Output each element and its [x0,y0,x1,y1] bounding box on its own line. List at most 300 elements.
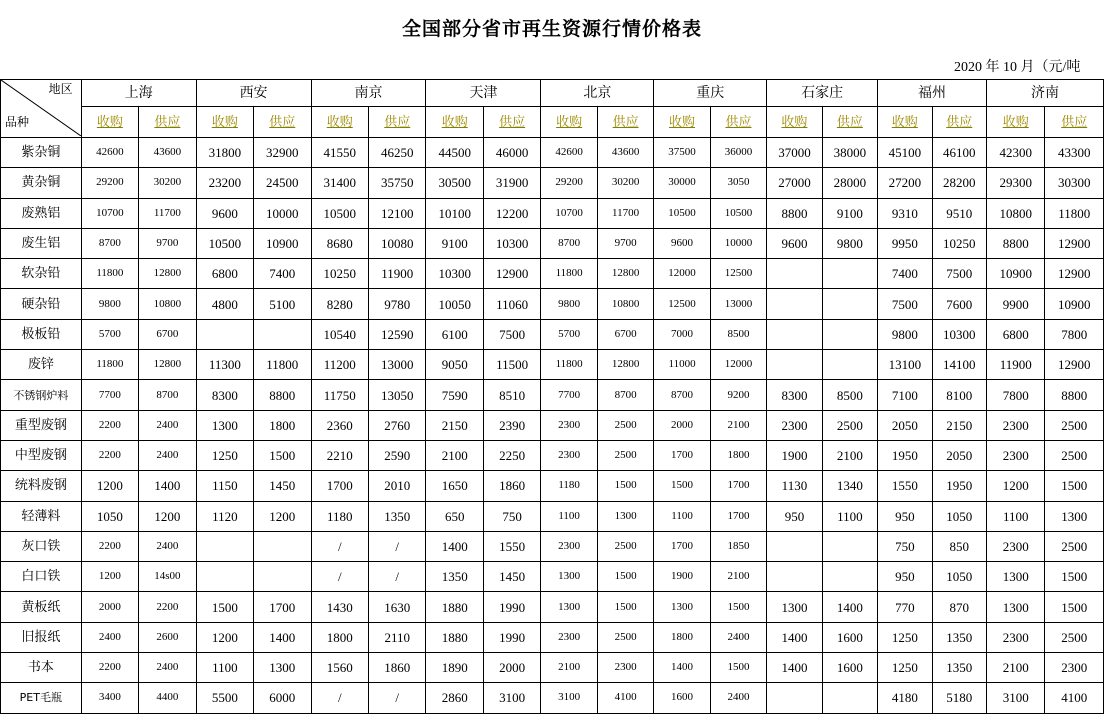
buy-price-cell: 2300 [541,622,597,652]
sell-price-cell: / [369,531,426,561]
sell-price-cell: 8500 [822,380,877,410]
sell-price-cell: 1050 [932,501,986,531]
buy-price-cell: 7590 [426,380,483,410]
sell-price-cell: 3100 [483,683,540,713]
buy-price-cell: 1900 [654,562,710,592]
sell-price-cell: 46250 [369,138,426,168]
sell-price-cell: 43600 [597,138,653,168]
buy-price-cell: 7700 [81,380,138,410]
buy-price-cell: 31400 [311,168,368,198]
buy-price-cell: 9050 [426,350,483,380]
city-header: 南京 [311,80,426,107]
buy-price-cell: 11000 [654,350,710,380]
buy-price-cell: 11800 [81,350,138,380]
buy-price-cell: 950 [878,562,932,592]
sell-price-cell: 1400 [139,471,196,501]
sell-price-cell: 1500 [597,562,653,592]
buy-price-cell: 5700 [81,319,138,349]
buy-price-cell: 9600 [196,198,253,228]
buy-price-cell: 2150 [426,410,483,440]
buy-price-header: 收购 [654,107,710,138]
page-title: 全国部分省市再生资源行情价格表 [401,18,702,40]
buy-price-cell: 11300 [196,350,253,380]
sell-price-cell: 31900 [483,168,540,198]
sell-price-cell: 2200 [139,592,196,622]
sell-price-header: 供应 [822,107,877,138]
buy-price-cell: 1550 [878,471,932,501]
buy-price-cell: 10700 [541,198,597,228]
buy-price-cell: 9800 [878,319,932,349]
buy-price-cell: 2300 [986,410,1044,440]
buy-price-header: 收购 [81,107,138,138]
buy-price-cell: 41550 [311,138,368,168]
buy-price-cell: 10500 [654,198,710,228]
category-name: PET毛瓶 [1,683,82,713]
sell-price-cell: 2400 [139,410,196,440]
buy-price-cell: 950 [878,501,932,531]
sell-price-cell [254,562,311,592]
sell-price-cell: 11500 [483,350,540,380]
sell-price-header: 供应 [597,107,653,138]
buy-price-cell: 1500 [196,592,253,622]
table-row [1,319,1104,349]
category-name: 紫杂铜 [1,138,82,168]
buy-price-cell: 1100 [196,653,253,683]
city-header: 重庆 [654,80,767,107]
sell-price-cell: 38000 [822,138,877,168]
sell-price-cell: 2300 [1045,653,1104,683]
buy-price-cell: 1130 [767,471,822,501]
table-row [1,228,1104,258]
sell-price-cell: 2100 [710,410,766,440]
buy-price-cell: 2300 [541,531,597,561]
sell-price-cell: 1200 [139,501,196,531]
category-name: 极板铅 [1,319,82,349]
sell-price-cell: 2300 [597,653,653,683]
category-name: 不锈钢炉料 [1,380,82,410]
buy-price-cell: / [311,683,368,713]
sell-price-cell: 10900 [1045,289,1104,319]
buy-price-cell: 1180 [541,471,597,501]
sell-price-cell: 13000 [369,350,426,380]
buy-price-cell: 1350 [426,562,483,592]
buy-price-cell: 11800 [81,259,138,289]
buy-price-cell: 1250 [196,440,253,470]
buy-price-cell: 1650 [426,471,483,501]
sell-price-cell: 4100 [597,683,653,713]
buy-price-cell: 2200 [81,653,138,683]
sell-price-cell: 10800 [597,289,653,319]
buy-price-cell [767,531,822,561]
buy-price-cell: 10050 [426,289,483,319]
sell-price-cell: 1630 [369,592,426,622]
city-header: 上海 [81,80,196,107]
sell-price-cell: 9510 [932,198,986,228]
sell-price-cell: 10500 [710,198,766,228]
sell-price-cell: 1050 [932,562,986,592]
sell-price-cell: 11060 [483,289,540,319]
sell-price-cell: 6700 [597,319,653,349]
sell-price-cell: 14s00 [139,562,196,592]
sell-price-cell: 1700 [710,471,766,501]
buy-price-cell: 1050 [81,501,138,531]
sell-price-cell: 1100 [822,501,877,531]
sell-price-cell: 30200 [139,168,196,198]
buy-price-cell: 1400 [426,531,483,561]
table-row [1,531,1104,561]
buy-price-cell: 1180 [311,501,368,531]
buy-price-cell: 1800 [311,622,368,652]
buy-price-cell: 11750 [311,380,368,410]
sell-price-cell: 1400 [822,592,877,622]
buy-price-cell: 45100 [878,138,932,168]
category-name: 灰口铁 [1,531,82,561]
buy-price-cell: 1120 [196,501,253,531]
sell-price-cell: 1500 [597,592,653,622]
sell-price-cell [822,531,877,561]
buy-price-cell: 6800 [986,319,1044,349]
sell-price-cell: 43300 [1045,138,1104,168]
sell-price-cell: 11800 [254,350,311,380]
sell-price-cell: 1800 [254,410,311,440]
sell-price-cell: 35750 [369,168,426,198]
buy-price-cell: 2000 [654,410,710,440]
buy-price-cell: 42300 [986,138,1044,168]
sell-price-cell: 7600 [932,289,986,319]
table-row [1,501,1104,531]
table-row [1,471,1104,501]
buy-price-cell: 3100 [986,683,1044,713]
buy-price-cell: 2200 [81,531,138,561]
buy-price-cell: 1500 [654,471,710,501]
sell-price-cell: 43600 [139,138,196,168]
sell-price-cell: 2250 [483,440,540,470]
buy-price-cell: 4800 [196,289,253,319]
sell-price-cell: 12800 [139,259,196,289]
sell-price-cell: 12800 [597,259,653,289]
sell-price-cell: 2400 [139,531,196,561]
buy-price-cell: 2300 [767,410,822,440]
sell-price-cell: 10300 [483,228,540,258]
city-header: 天津 [426,80,541,107]
sell-price-cell [822,289,877,319]
sell-price-cell: 10800 [139,289,196,319]
sell-price-cell: 1990 [483,622,540,652]
sell-price-header: 供应 [254,107,311,138]
buy-price-cell: 1600 [654,683,710,713]
buy-price-cell: 1400 [654,653,710,683]
buy-price-cell: 2400 [81,622,138,652]
buy-price-cell: 1150 [196,471,253,501]
buy-price-cell: 1700 [654,440,710,470]
sell-price-cell: 46000 [483,138,540,168]
buy-price-cell: 10800 [986,198,1044,228]
buy-price-cell: 2200 [81,410,138,440]
sell-price-cell [822,562,877,592]
sell-price-header: 供应 [932,107,986,138]
buy-price-cell: 10500 [311,198,368,228]
buy-price-cell: 650 [426,501,483,531]
buy-price-cell: 31800 [196,138,253,168]
buy-price-cell: / [311,562,368,592]
buy-price-cell: 10300 [426,259,483,289]
sell-price-cell: 4100 [1045,683,1104,713]
sell-price-cell: 6000 [254,683,311,713]
sell-price-cell: 8700 [139,380,196,410]
buy-price-cell: 1300 [986,592,1044,622]
buy-price-cell: 1400 [767,622,822,652]
buy-price-cell: 37000 [767,138,822,168]
sell-price-cell: 11700 [597,198,653,228]
buy-price-cell: 2210 [311,440,368,470]
sell-price-cell [822,319,877,349]
sell-price-cell: 32900 [254,138,311,168]
sell-price-cell: 1500 [1045,562,1104,592]
buy-price-cell: 10250 [311,259,368,289]
buy-price-cell: 10700 [81,198,138,228]
buy-price-cell: 1200 [81,562,138,592]
buy-price-cell [767,259,822,289]
sell-price-cell: 1400 [254,622,311,652]
buy-price-cell: 3100 [541,683,597,713]
buy-price-cell: 10540 [311,319,368,349]
table-row [1,350,1104,380]
sell-price-cell: 1990 [483,592,540,622]
buy-price-cell: 1950 [878,440,932,470]
sell-price-cell: 10900 [254,228,311,258]
buy-price-cell: 7700 [541,380,597,410]
sell-price-cell: 7500 [932,259,986,289]
sell-price-cell: 850 [932,531,986,561]
sell-price-cell: 7800 [1045,319,1104,349]
sell-price-cell: 2500 [822,410,877,440]
sell-price-cell: 1600 [822,622,877,652]
sell-price-cell: 8700 [597,380,653,410]
table-row [1,198,1104,228]
sell-price-cell: 11700 [139,198,196,228]
buy-price-cell: 1300 [541,562,597,592]
buy-price-cell: 8800 [986,228,1044,258]
sell-price-cell: 11900 [369,259,426,289]
sell-price-cell: 2500 [1045,410,1104,440]
sell-price-cell: 1300 [1045,501,1104,531]
sell-price-cell: 2400 [710,683,766,713]
buy-price-cell: 7800 [986,380,1044,410]
sell-price-cell: 13000 [710,289,766,319]
buy-price-cell: 9800 [541,289,597,319]
sell-price-cell: 2590 [369,440,426,470]
buy-price-cell: 9900 [986,289,1044,319]
buy-price-cell: 10900 [986,259,1044,289]
buy-price-cell: 950 [767,501,822,531]
sell-price-cell: 2500 [597,531,653,561]
buy-price-cell: 1700 [654,531,710,561]
sell-price-cell: 8800 [254,380,311,410]
sell-price-cell: 6700 [139,319,196,349]
sell-price-cell: 8500 [710,319,766,349]
sell-price-cell: 8100 [932,380,986,410]
buy-price-cell: 30500 [426,168,483,198]
sell-price-cell [254,319,311,349]
category-name: 轻薄料 [1,501,82,531]
sell-price-cell: 1850 [710,531,766,561]
sell-price-cell: 2760 [369,410,426,440]
buy-price-cell: 1890 [426,653,483,683]
sell-price-cell: 11800 [1045,198,1104,228]
buy-price-cell: 1400 [767,653,822,683]
buy-price-cell: 10500 [196,228,253,258]
buy-price-cell: 1250 [878,622,932,652]
sell-price-cell: 1500 [710,592,766,622]
buy-price-header: 收购 [541,107,597,138]
sell-price-cell [822,259,877,289]
buy-price-cell: 1100 [541,501,597,531]
sell-price-cell: 12900 [1045,259,1104,289]
buy-price-cell: 44500 [426,138,483,168]
buy-price-cell: 1200 [81,471,138,501]
price-table [0,79,1104,714]
buy-price-cell: 1700 [311,471,368,501]
buy-price-cell: 9950 [878,228,932,258]
sell-price-cell: 5180 [932,683,986,713]
buy-price-cell: 3400 [81,683,138,713]
buy-price-cell [767,683,822,713]
buy-price-cell: 1300 [986,562,1044,592]
sell-price-cell: 9700 [597,228,653,258]
sell-price-cell: 12800 [139,350,196,380]
sell-price-cell: 30300 [1045,168,1104,198]
sell-price-cell: 1200 [254,501,311,531]
sell-price-cell: 1860 [369,653,426,683]
sell-price-cell: 2100 [710,562,766,592]
sell-price-cell: 7400 [254,259,311,289]
sell-price-cell: 1500 [710,653,766,683]
buy-price-cell: 13100 [878,350,932,380]
category-header: 品种 [5,115,30,129]
sell-price-cell: / [369,683,426,713]
sell-price-header: 供应 [369,107,426,138]
buy-price-cell: 11800 [541,259,597,289]
sell-price-cell: 24500 [254,168,311,198]
sell-price-cell: 2600 [139,622,196,652]
sell-price-cell: 12900 [1045,228,1104,258]
buy-price-cell: 8700 [541,228,597,258]
sell-price-cell: 2010 [369,471,426,501]
sell-price-cell: 5100 [254,289,311,319]
sell-price-cell: 2000 [483,653,540,683]
sell-price-header: 供应 [710,107,766,138]
sell-price-cell: 10300 [932,319,986,349]
table-row [1,168,1104,198]
table-row [1,380,1104,410]
buy-price-cell: 1800 [654,622,710,652]
category-name: 重型废钢 [1,410,82,440]
sell-price-header: 供应 [483,107,540,138]
buy-price-cell: 1100 [654,501,710,531]
table-corner-header [1,80,82,138]
category-name: 废熟铝 [1,198,82,228]
buy-price-cell: 1900 [767,440,822,470]
buy-price-cell: 2360 [311,410,368,440]
sell-price-cell: 7500 [483,319,540,349]
category-name: 黄杂铜 [1,168,82,198]
sell-price-cell: 9100 [822,198,877,228]
buy-price-cell: 1430 [311,592,368,622]
buy-price-cell: 1300 [541,592,597,622]
sell-price-cell: 1800 [710,440,766,470]
buy-price-cell: 30000 [654,168,710,198]
sell-price-cell: 12000 [710,350,766,380]
buy-price-cell: 2100 [541,653,597,683]
buy-price-cell: 6100 [426,319,483,349]
buy-price-cell: 1100 [986,501,1044,531]
date-unit-label: 2020 年 10 月（元/吨 [954,60,1081,75]
buy-price-cell: 1880 [426,622,483,652]
buy-price-cell: 8700 [81,228,138,258]
sell-price-cell: 28000 [822,168,877,198]
sell-price-cell: 2150 [932,410,986,440]
sell-price-cell: 2400 [139,653,196,683]
sell-price-cell: 2500 [597,440,653,470]
buy-price-cell: 9600 [654,228,710,258]
sell-price-cell: 750 [483,501,540,531]
sell-price-cell: 1300 [254,653,311,683]
buy-price-cell: 12000 [654,259,710,289]
sell-price-cell: 2500 [1045,622,1104,652]
buy-price-cell: 12500 [654,289,710,319]
table-row [1,683,1104,713]
buy-price-cell [767,350,822,380]
buy-price-cell: 11200 [311,350,368,380]
buy-price-cell [767,289,822,319]
buy-price-cell: 10100 [426,198,483,228]
buy-price-cell: 27200 [878,168,932,198]
sell-price-cell: 1500 [1045,471,1104,501]
buy-price-cell: 2050 [878,410,932,440]
sell-price-cell: 1550 [483,531,540,561]
sell-price-cell: 9800 [822,228,877,258]
sell-price-cell: 9780 [369,289,426,319]
buy-price-cell: 5700 [541,319,597,349]
sell-price-cell: 1700 [710,501,766,531]
sell-price-cell: 10080 [369,228,426,258]
buy-price-cell: 7000 [654,319,710,349]
sell-price-cell: 1350 [932,653,986,683]
buy-price-cell: 2200 [81,440,138,470]
sell-price-cell: 870 [932,592,986,622]
buy-price-cell: 23200 [196,168,253,198]
sell-price-cell: 2500 [597,622,653,652]
buy-price-cell: 2100 [426,440,483,470]
sell-price-cell: 1350 [932,622,986,652]
buy-price-cell: 2300 [986,440,1044,470]
sell-price-cell: 2400 [710,622,766,652]
sell-price-cell: 46100 [932,138,986,168]
category-name: 软杂铅 [1,259,82,289]
buy-price-cell: 8800 [767,198,822,228]
sell-price-cell: 13050 [369,380,426,410]
buy-price-cell: 7100 [878,380,932,410]
sell-price-cell: 14100 [932,350,986,380]
buy-price-cell: 1250 [878,653,932,683]
buy-price-cell [196,531,253,561]
city-header: 西安 [196,80,311,107]
buy-price-cell: 2100 [986,653,1044,683]
sell-price-cell: 12100 [369,198,426,228]
category-name: 书本 [1,653,82,683]
table-row [1,138,1104,168]
buy-price-cell: 29200 [541,168,597,198]
